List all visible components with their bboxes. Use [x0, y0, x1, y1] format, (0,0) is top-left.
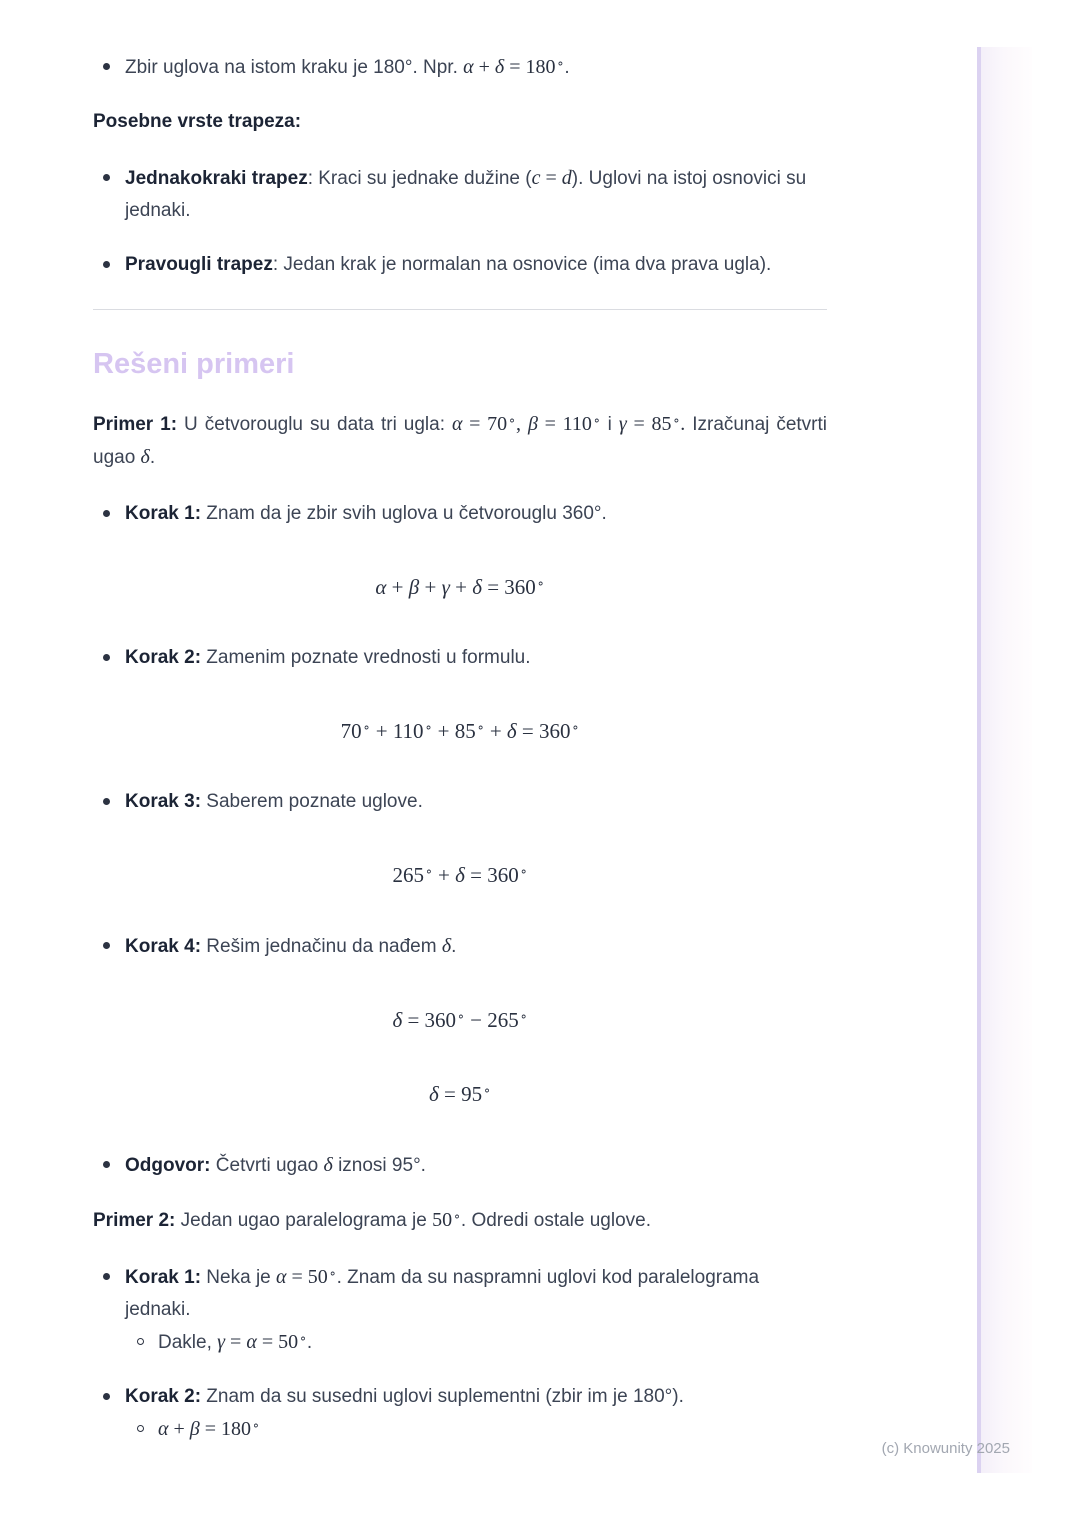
text-run: = 360	[464, 863, 519, 887]
list-item	[93, 642, 827, 674]
bullet-disc-icon	[103, 510, 110, 517]
list-item	[93, 786, 827, 818]
text-run: ∘	[299, 1330, 307, 1345]
text-run: ∘	[556, 55, 565, 70]
text-run: γ	[217, 1331, 226, 1353]
text-run: ,	[515, 413, 521, 435]
section-divider	[93, 309, 827, 310]
bullet-circle-icon	[137, 1338, 144, 1345]
text-run: ∘	[457, 1009, 465, 1023]
text-run	[521, 414, 528, 435]
text-run: ∘	[592, 412, 601, 427]
text-run: Pravougli trapez	[125, 254, 273, 275]
sub-list-item	[125, 1413, 827, 1446]
text-run: 70	[340, 719, 362, 743]
text-run: + 85	[432, 719, 476, 743]
list-item	[93, 249, 827, 281]
text-run: +	[484, 719, 507, 743]
text-run: +	[419, 575, 442, 599]
text-run: ∘	[476, 720, 485, 734]
text-run: . Odredi ostale uglove.	[460, 1210, 652, 1231]
text-run: = 70	[462, 413, 508, 435]
text-run: δ	[392, 1008, 403, 1032]
text-run: Rešim jednačinu da nađem	[201, 936, 442, 957]
section-title	[93, 346, 827, 382]
text-run: = 50	[256, 1331, 299, 1353]
math-formula	[93, 570, 827, 604]
text-run: α	[463, 56, 474, 78]
text-run: = 85	[626, 413, 672, 435]
list-item	[93, 1381, 827, 1413]
text-run: γ	[441, 575, 450, 599]
text-run: β	[408, 575, 420, 599]
text-run: ∘	[519, 1009, 528, 1023]
text-run: ∘	[508, 412, 516, 427]
text-run: 265	[392, 863, 424, 887]
paragraph	[93, 1204, 827, 1237]
bullet-disc-icon	[103, 798, 110, 805]
text-run: α	[451, 413, 463, 435]
text-run: Rešeni primeri	[93, 348, 295, 380]
text-run: ∘	[362, 720, 371, 734]
text-run: − 265	[464, 1008, 519, 1032]
copyright-watermark: (c) Knowunity 2025	[881, 1440, 1010, 1457]
text-run: ∘	[519, 864, 528, 878]
text-run: 50	[432, 1209, 453, 1231]
text-run: =	[540, 167, 562, 189]
text-run: Izračunaj četvrti ugao	[93, 414, 828, 468]
text-run: ∘	[571, 720, 580, 734]
text-run: δ	[441, 935, 452, 957]
text-run: Znam da su susedni uglovi suplementni (zbir im je 180°).	[201, 1386, 684, 1407]
text-run: Primer 1:	[93, 414, 178, 435]
text-run: Zbir uglova na istom kraku je 180°. Npr.	[125, 57, 464, 78]
text-run: δ	[494, 56, 505, 78]
text-run: U četvorouglu su data tri ugla:	[177, 414, 452, 435]
text-run: β	[189, 1418, 200, 1440]
text-run: = 50	[286, 1266, 328, 1288]
text-run: δ	[140, 446, 150, 468]
text-run: Četvrti ugao	[210, 1155, 324, 1176]
text-run: .	[680, 413, 686, 435]
list-item	[93, 162, 827, 227]
text-run: γ	[618, 413, 627, 435]
text-run: Korak 1:	[125, 503, 202, 524]
paragraph	[93, 408, 827, 474]
text-run: = 360	[402, 1008, 457, 1032]
text-run: δ	[455, 863, 465, 887]
text-run: α	[246, 1331, 257, 1353]
text-run: +	[386, 575, 409, 599]
text-run: +	[449, 575, 473, 599]
text-run: Korak 4:	[125, 936, 202, 957]
list-item	[93, 498, 827, 530]
text-run: Odgovor:	[125, 1155, 211, 1176]
text-run: ∘	[453, 1208, 461, 1223]
list-item	[93, 1261, 827, 1326]
page-edge-shadow	[981, 47, 1032, 1473]
text-run: ∘	[536, 576, 545, 590]
text-run: Neka je	[201, 1267, 277, 1288]
document-content	[93, 51, 827, 1468]
text-run: ∘	[424, 720, 433, 734]
text-run: .	[306, 1332, 313, 1353]
bullet-disc-icon	[103, 942, 110, 949]
text-run: δ	[323, 1154, 333, 1176]
text-run: Korak 2:	[125, 647, 202, 668]
text-run: ∘	[328, 1265, 337, 1280]
text-run: d	[561, 167, 572, 189]
text-run: = 360	[481, 575, 536, 599]
text-run: : Jedan krak je normalan na osnovice (ima dva prava ugla).	[272, 254, 772, 275]
text-run: Saberem poznate uglove.	[201, 791, 423, 812]
sub-list-item	[125, 1326, 827, 1359]
text-run: Korak 2:	[125, 1386, 202, 1407]
text-run: Korak 1:	[125, 1267, 202, 1288]
text-run: ∘	[483, 1083, 491, 1097]
bullet-disc-icon	[103, 654, 110, 661]
text-run: ∘	[424, 864, 433, 878]
text-run: c	[531, 167, 541, 189]
math-formula	[93, 1077, 827, 1111]
text-run: .	[149, 447, 156, 468]
list-item	[93, 1149, 827, 1182]
text-run: Dakle,	[158, 1332, 218, 1353]
text-run: α	[276, 1266, 287, 1288]
bullet-disc-icon	[103, 1393, 110, 1400]
list-item	[93, 51, 827, 84]
text-run: = 95	[438, 1082, 483, 1106]
text-run: .	[564, 57, 570, 78]
text-run: : Kraci su jednake dužine (	[307, 168, 532, 189]
text-run: α	[375, 575, 387, 599]
text-run: +	[473, 56, 495, 78]
text-run: = 360	[516, 719, 571, 743]
bullet-disc-icon	[103, 1161, 110, 1168]
text-run: = 180	[504, 56, 556, 78]
text-run: ∘	[672, 412, 681, 427]
page-edge-strip	[977, 47, 981, 1473]
text-run: i	[600, 414, 619, 435]
text-run: +	[168, 1418, 190, 1440]
math-formula	[93, 1003, 827, 1037]
text-run: =	[225, 1331, 247, 1353]
text-run: β	[527, 413, 538, 435]
text-run: ). Uglovi na istoj osnovici su jednaki.	[125, 168, 807, 221]
text-run: δ	[472, 575, 482, 599]
list-item	[93, 930, 827, 963]
math-formula	[93, 714, 827, 748]
text-run: = 180	[199, 1418, 252, 1440]
text-run: + 110	[370, 719, 424, 743]
text-run: Jedan ugao paralelograma je	[175, 1210, 433, 1231]
bullet-disc-icon	[103, 1273, 110, 1280]
text-run: δ	[506, 719, 517, 743]
text-run: Posebne vrste trapeza:	[93, 111, 302, 132]
math-formula	[93, 858, 827, 892]
text-run: iznosi 95°.	[332, 1155, 426, 1176]
bullet-disc-icon	[103, 261, 110, 268]
text-run: Primer 2:	[93, 1210, 176, 1231]
text-run: Jednakokraki trapez	[125, 168, 308, 189]
subsection-heading	[93, 106, 827, 138]
bullet-disc-icon	[103, 174, 110, 181]
text-run: . Znam da su naspramni uglovi kod paralelograma jednaki.	[125, 1267, 760, 1320]
text-run: = 110	[537, 413, 592, 435]
text-run: α	[158, 1418, 169, 1440]
text-run: Znam da je zbir svih uglova u četvorouglu 360°.	[201, 503, 607, 524]
bullet-circle-icon	[137, 1425, 144, 1432]
text-run: Korak 3:	[125, 791, 202, 812]
bullet-disc-icon	[103, 63, 110, 70]
text-run: .	[451, 936, 457, 957]
text-run: ∘	[252, 1417, 260, 1432]
text-run: δ	[429, 1082, 439, 1106]
text-run: +	[432, 863, 456, 887]
text-run: Zamenim poznate vrednosti u formulu.	[201, 647, 531, 668]
